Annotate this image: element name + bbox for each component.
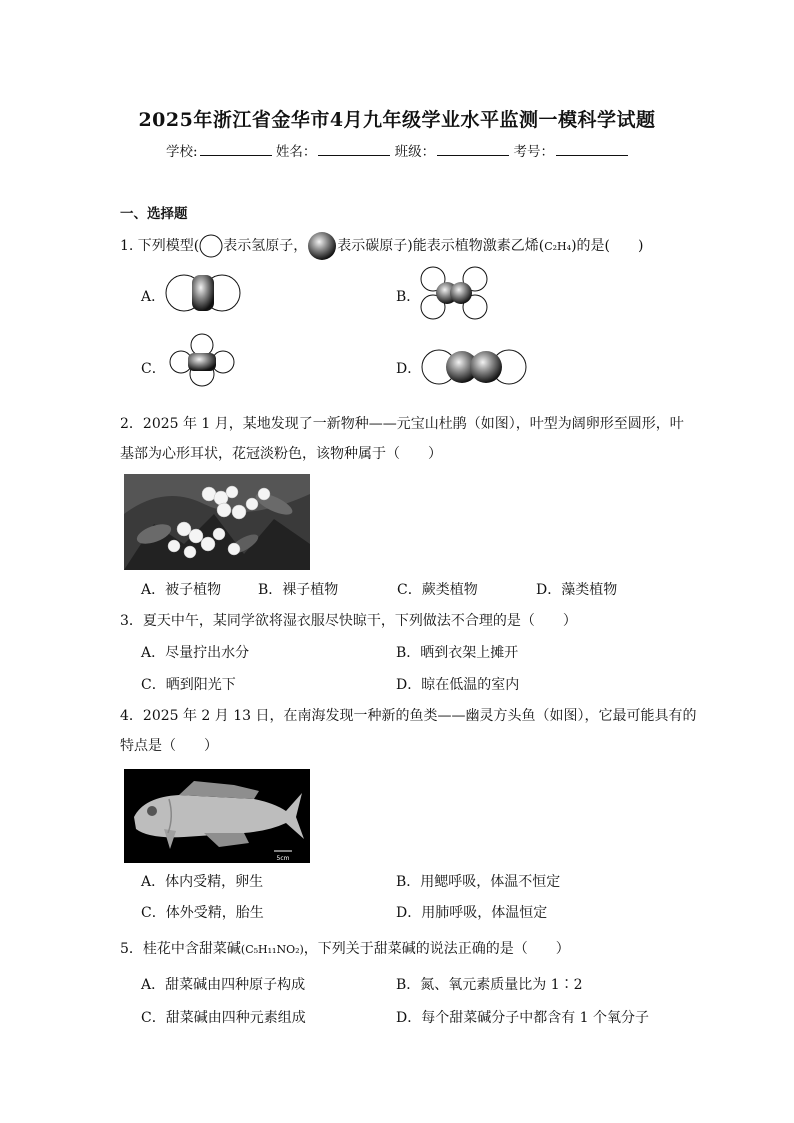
- question-4-line-1: 4．2025 年 2 月 13 日，在南海发现一种新的鱼类——幽灵方头鱼（如图），它最可能具有的: [120, 708, 697, 724]
- student-info-line: [0, 140, 794, 160]
- school-label: 学校:: [166, 144, 198, 160]
- school-blank[interactable]: [200, 143, 272, 156]
- q5-option-d[interactable]: D．每个甜菜碱分子中都含有 1 个氧分子: [396, 1010, 650, 1026]
- q1-model-b[interactable]: [420, 266, 488, 320]
- scale-bar-label: 5cm: [276, 855, 290, 862]
- name-label: 姓名：: [275, 144, 317, 160]
- q1-option-b-label[interactable]: B．: [396, 289, 421, 305]
- q5-option-b[interactable]: B．氮、氧元素质量比为 1∶2: [396, 977, 583, 993]
- ghost-tilefish-photo: [124, 769, 310, 863]
- q1-model-c[interactable]: [170, 333, 234, 387]
- q3-option-a[interactable]: A．尽量拧出水分: [141, 645, 250, 661]
- q2-option-d[interactable]: D．藻类植物: [536, 582, 618, 598]
- question-2-line-2: 基部为心形耳状，花冠淡粉色，该物种属于（ ）: [120, 446, 442, 462]
- q4-option-b[interactable]: B．用鳃呼吸，体温不恒定: [396, 874, 561, 890]
- rhododendron-photo: [124, 474, 310, 570]
- q4-option-c[interactable]: C．体外受精，胎生: [141, 905, 264, 921]
- question-2-line-1: 2．2025 年 1 月，某地发现了一新物种——元宝山杜鹃（如图），叶型为阔卵形至圆形，叶: [120, 416, 684, 432]
- class-label: 班级：: [394, 144, 436, 160]
- class-blank[interactable]: [437, 143, 509, 156]
- q5-option-c[interactable]: C．甜菜碱由四种元素组成: [141, 1010, 306, 1026]
- q5-option-a[interactable]: A．甜菜碱由四种原子构成: [141, 977, 306, 993]
- q1-model-d[interactable]: [422, 347, 526, 387]
- question-1-stem: 1. 下列模型( 表示氢原子， 表示碳原子)能表示植物激素乙烯(C₂H₄)的是( ): [120, 231, 643, 261]
- section-heading: 一、选择题: [120, 206, 188, 222]
- q4-option-d[interactable]: D．用肺呼吸，体温恒定: [396, 905, 548, 921]
- q2-option-c[interactable]: C．蕨类植物: [397, 582, 478, 598]
- q1-option-d-label[interactable]: D．: [396, 361, 422, 377]
- q4-option-a[interactable]: A．体内受精，卵生: [141, 874, 264, 890]
- question-5-stem: 5．桂花中含甜菜碱(C₅H₁₁NO₂)，下列关于甜菜碱的说法正确的是（ ）: [120, 941, 570, 957]
- q1-model-a[interactable]: [166, 273, 240, 313]
- q3-option-c[interactable]: C．晒到阳光下: [141, 677, 236, 693]
- q3-option-b[interactable]: B．晒到衣架上摊开: [396, 645, 519, 661]
- q1-option-a-label[interactable]: A．: [141, 289, 166, 305]
- name-blank[interactable]: [318, 143, 390, 156]
- exam-number-blank[interactable]: [556, 143, 628, 156]
- page-title: 2025年浙江省金华市4月九年级学业水平监测一模科学试题: [138, 109, 656, 131]
- q3-option-d[interactable]: D．晾在低温的室内: [396, 677, 520, 693]
- hydrogen-atom-icon: [199, 234, 223, 258]
- question-4-line-2: 特点是（ ）: [120, 738, 218, 754]
- q1-option-c-label[interactable]: C．: [141, 361, 166, 377]
- question-3-stem: 3．夏天中午，某同学欲将湿衣服尽快晾干，下列做法不合理的是（ ）: [120, 613, 577, 629]
- exam-number-label: 考号：: [513, 144, 554, 160]
- q2-option-b[interactable]: B．裸子植物: [258, 582, 339, 598]
- q2-option-a[interactable]: A．被子植物: [141, 582, 222, 598]
- carbon-atom-icon: [307, 231, 337, 261]
